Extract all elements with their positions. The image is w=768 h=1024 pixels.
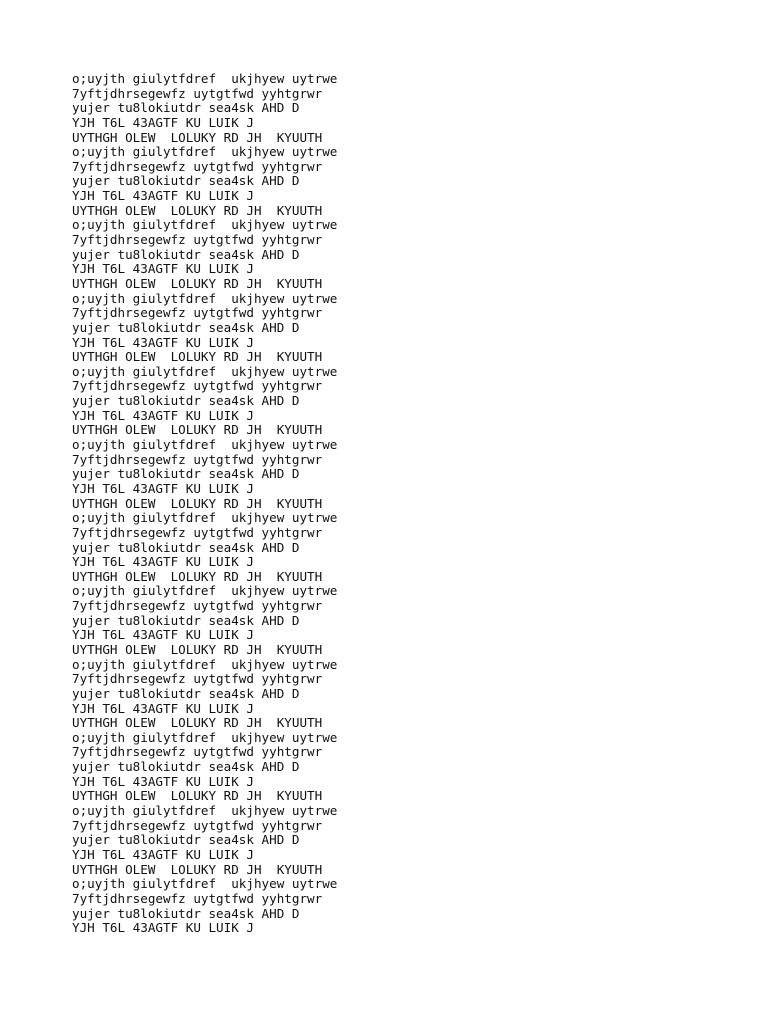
text-line: o;uyjth giulytfdref ukjhyew uytrwe [72, 583, 338, 599]
text-line: UYTHGH OLEW LOLUKY RD JH KYUUTH [72, 861, 323, 877]
text-line: o;uyjth giulytfdref ukjhyew uytrwe [72, 144, 338, 160]
text-line: YJH T6L 43AGTF KU LUIK J [72, 627, 254, 643]
text-line: YJH T6L 43AGTF KU LUIK J [72, 773, 254, 789]
text-line: UYTHGH OLEW LOLUKY RD JH KYUUTH [72, 568, 323, 584]
text-line: YJH T6L 43AGTF KU LUIK J [72, 114, 254, 130]
text-line: o;uyjth giulytfdref ukjhyew uytrwe [72, 437, 338, 453]
text-line: 7yftjdhrsegewfz uytgtfwd yyhtgrwr [72, 524, 323, 540]
text-line: o;uyjth giulytfdref ukjhyew uytrwe [72, 71, 338, 86]
text-line: YJH T6L 43AGTF KU LUIK J [72, 261, 254, 277]
text-line: UYTHGH OLEW LOLUKY RD JH KYUUTH [72, 349, 323, 365]
text-line: yujer tu8lokiutdr sea4sk AHD D [72, 612, 300, 628]
text-line: UYTHGH OLEW LOLUKY RD JH KYUUTH [72, 129, 323, 145]
text-line: yujer tu8lokiutdr sea4sk AHD D [72, 319, 300, 335]
text-line: YJH T6L 43AGTF KU LUIK J [72, 700, 254, 716]
text-line: 7yftjdhrsegewfz uytgtfwd yyhtgrwr [72, 598, 323, 614]
text-line: 7yftjdhrsegewfz uytgtfwd yyhtgrwr [72, 232, 323, 248]
text-line: yujer tu8lokiutdr sea4sk AHD D [72, 173, 300, 189]
text-line: yujer tu8lokiutdr sea4sk AHD D [72, 466, 300, 482]
text-line: yujer tu8lokiutdr sea4sk AHD D [72, 685, 300, 701]
text-line: YJH T6L 43AGTF KU LUIK J [72, 920, 254, 936]
text-line: o;uyjth giulytfdref ukjhyew uytrwe [72, 656, 338, 672]
text-line: YJH T6L 43AGTF KU LUIK J [72, 407, 254, 423]
text-line: 7yftjdhrsegewfz uytgtfwd yyhtgrwr [72, 378, 323, 394]
text-line: 7yftjdhrsegewfz uytgtfwd yyhtgrwr [72, 671, 323, 687]
text-line: 7yftjdhrsegewfz uytgtfwd yyhtgrwr [72, 890, 323, 906]
text-line: UYTHGH OLEW LOLUKY RD JH KYUUTH [72, 641, 323, 657]
document-body [72, 72, 722, 936]
text-line: o;uyjth giulytfdref ukjhyew uytrwe [72, 290, 338, 306]
text-line: YJH T6L 43AGTF KU LUIK J [72, 480, 254, 496]
text-line: o;uyjth giulytfdref ukjhyew uytrwe [72, 510, 338, 526]
text-line: yujer tu8lokiutdr sea4sk AHD D [72, 539, 300, 555]
text-line: yujer tu8lokiutdr sea4sk AHD D [72, 759, 300, 775]
text-line: yujer tu8lokiutdr sea4sk AHD D [72, 100, 300, 116]
text-line: YJH T6L 43AGTF KU LUIK J [72, 334, 254, 350]
text-line: UYTHGH OLEW LOLUKY RD JH KYUUTH [72, 715, 323, 731]
text-line: UYTHGH OLEW LOLUKY RD JH KYUUTH [72, 202, 323, 218]
text-line: UYTHGH OLEW LOLUKY RD JH KYUUTH [72, 275, 323, 291]
text-line: YJH T6L 43AGTF KU LUIK J [72, 554, 254, 570]
text-line: 7yftjdhrsegewfz uytgtfwd yyhtgrwr [72, 158, 323, 174]
text-line: UYTHGH OLEW LOLUKY RD JH KYUUTH [72, 422, 323, 438]
text-line: UYTHGH OLEW LOLUKY RD JH KYUUTH [72, 495, 323, 511]
text-line: 7yftjdhrsegewfz uytgtfwd yyhtgrwr [72, 744, 323, 760]
text-line: 7yftjdhrsegewfz uytgtfwd yyhtgrwr [72, 85, 323, 101]
text-line: YJH T6L 43AGTF KU LUIK J [72, 846, 254, 862]
text-line: 7yftjdhrsegewfz uytgtfwd yyhtgrwr [72, 451, 323, 467]
text-line: o;uyjth giulytfdref ukjhyew uytrwe [72, 729, 338, 745]
text-line: yujer tu8lokiutdr sea4sk AHD D [72, 905, 300, 921]
text-line: yujer tu8lokiutdr sea4sk AHD D [72, 393, 300, 409]
text-line: o;uyjth giulytfdref ukjhyew uytrwe [72, 803, 338, 819]
text-line: yujer tu8lokiutdr sea4sk AHD D [72, 246, 300, 262]
text-line: yujer tu8lokiutdr sea4sk AHD D [72, 832, 300, 848]
text-line: o;uyjth giulytfdref ukjhyew uytrwe [72, 363, 338, 379]
text-line: 7yftjdhrsegewfz uytgtfwd yyhtgrwr [72, 305, 323, 321]
text-line: UYTHGH OLEW LOLUKY RD JH KYUUTH [72, 788, 323, 804]
text-line: o;uyjth giulytfdref ukjhyew uytrwe [72, 217, 338, 233]
text-line: 7yftjdhrsegewfz uytgtfwd yyhtgrwr [72, 817, 323, 833]
text-line: o;uyjth giulytfdref ukjhyew uytrwe [72, 876, 338, 892]
text-line: YJH T6L 43AGTF KU LUIK J [72, 188, 254, 204]
